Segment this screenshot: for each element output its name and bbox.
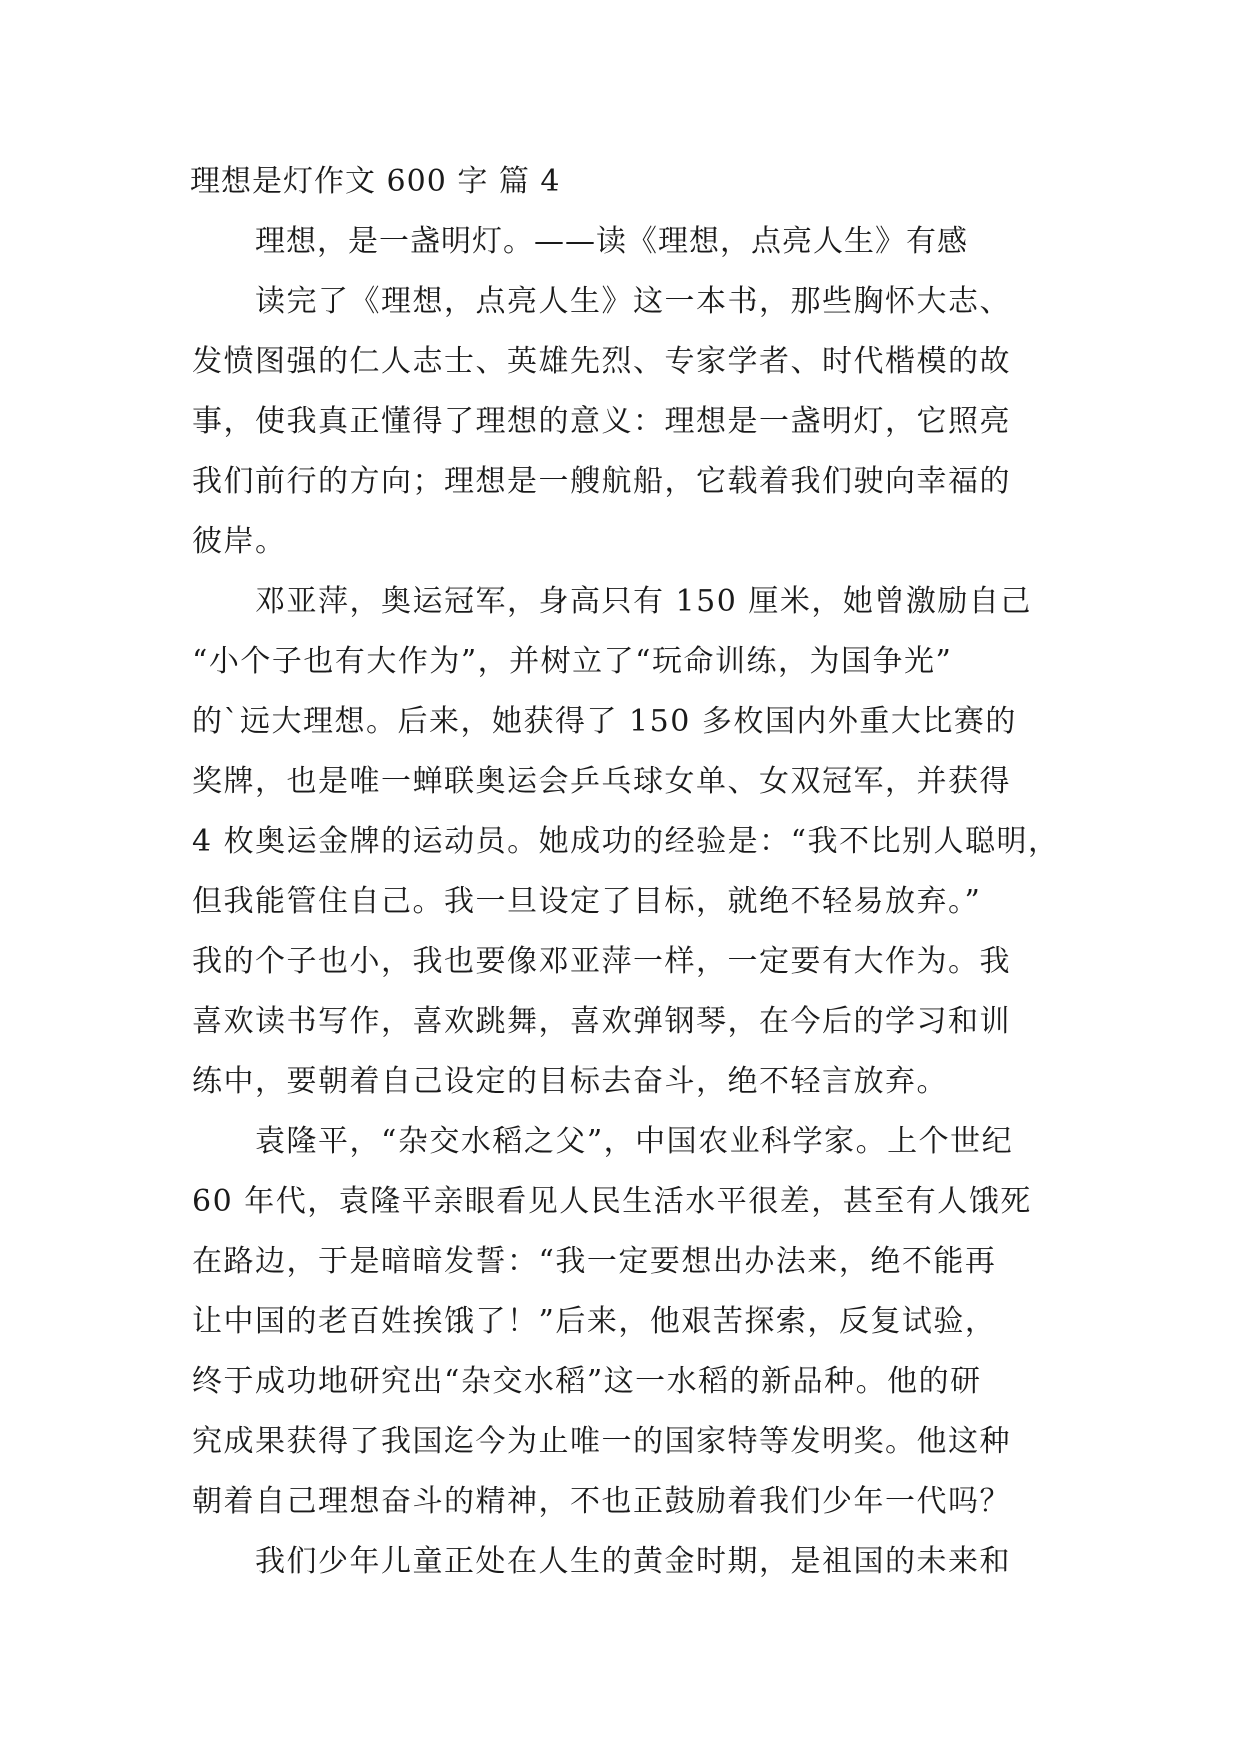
paragraph-line: 喜欢读书写作，喜欢跳舞，喜欢弹钢琴，在今后的学习和训 xyxy=(192,1004,1011,1039)
paragraph-line: 朝着自己理想奋斗的精神，不也正鼓励着我们少年一代吗？ xyxy=(192,1484,1011,1519)
paragraph-line: 我们少年儿童正处在人生的黄金时期，是祖国的未来和 xyxy=(255,1544,1011,1579)
paragraph-line: 袁隆平，“杂交水稻之父”，中国农业科学家。上个世纪 xyxy=(255,1124,1014,1159)
essay-subtitle: 理想，是一盏明灯。——读《理想，点亮人生》有感 xyxy=(255,224,968,259)
paragraph-line: 发愤图强的仁人志士、英雄先烈、专家学者、时代楷模的故 xyxy=(192,344,1011,379)
paragraph-line: 4 枚奥运金牌的运动员。她成功的经验是：“我不比别人聪明， xyxy=(192,824,1060,859)
paragraph-line: 邓亚萍，奥运冠军，身高只有 150 厘米，她曾激励自己 xyxy=(255,584,1032,619)
paragraph-line: 让中国的老百姓挨饿了！”后来，他艰苦探索，反复试验， xyxy=(192,1304,997,1339)
paragraph-line: 终于成功地研究出“杂交水稻”这一水稻的新品种。他的研 xyxy=(192,1364,982,1399)
essay-heading: 理想是灯作文 600 字 篇 4 xyxy=(190,164,561,199)
paragraph-line: 奖牌，也是唯一蝉联奥运会乒乓球女单、女双冠军，并获得 xyxy=(192,764,1011,799)
paragraph-line: 我的个子也小，我也要像邓亚萍一样，一定要有大作为。我 xyxy=(192,944,1011,979)
paragraph-line: 究成果获得了我国迄今为止唯一的国家特等发明奖。他这种 xyxy=(192,1424,1011,1459)
paragraph-line: 在路边，于是暗暗发誓：“我一定要想出办法来，绝不能再 xyxy=(192,1244,997,1279)
paragraph-line: 的`远大理想。后来，她获得了 150 多枚国内外重大比赛的 xyxy=(192,704,1017,739)
paragraph-line: 练中，要朝着自己设定的目标去奋斗，绝不轻言放弃。 xyxy=(192,1064,948,1099)
paragraph-line: “小个子也有大作为”，并树立了“玩命训练，为国争光” xyxy=(192,644,953,679)
paragraph-line: 但我能管住自己。我一旦设定了目标，就绝不轻易放弃。” xyxy=(192,884,982,919)
paragraph-line: 事，使我真正懂得了理想的意义：理想是一盏明灯，它照亮 xyxy=(192,404,1011,439)
paragraph-line: 彼岸。 xyxy=(192,524,287,559)
paragraph-line: 读完了《理想，点亮人生》这一本书，那些胸怀大志、 xyxy=(255,284,1011,319)
paragraph-line: 60 年代，袁隆平亲眼看见人民生活水平很差，甚至有人饿死 xyxy=(192,1184,1032,1219)
paragraph-line: 我们前行的方向；理想是一艘航船，它载着我们驶向幸福的 xyxy=(192,464,1011,499)
